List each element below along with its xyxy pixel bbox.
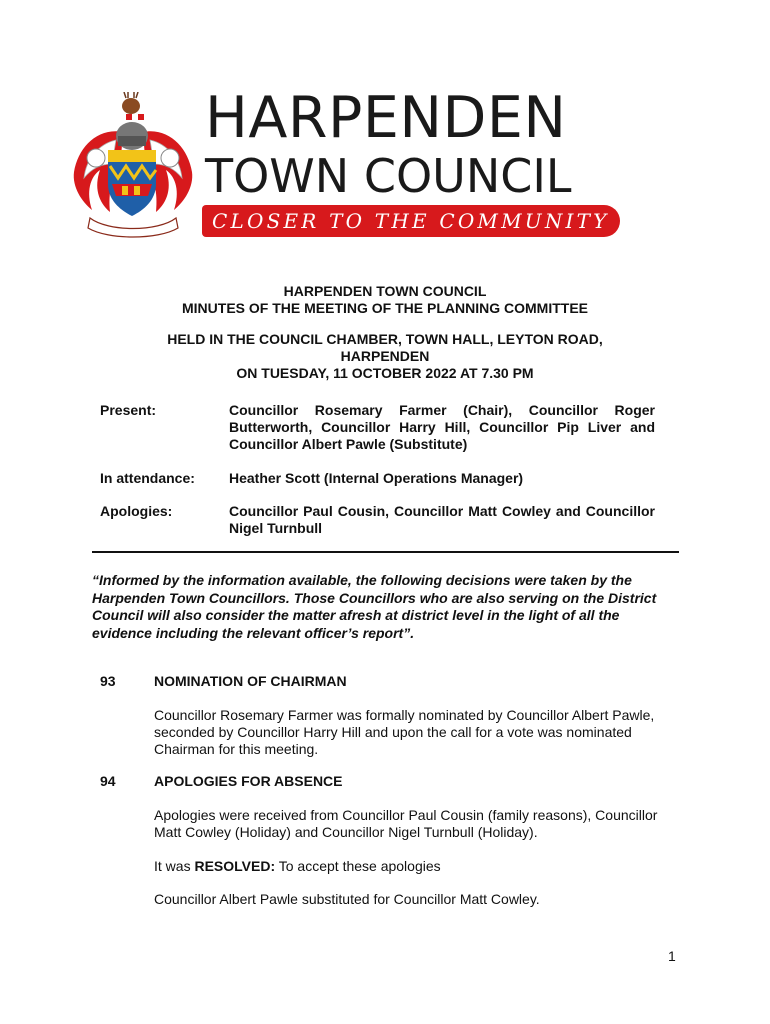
section-94-paragraph-1: Apologies were received from Councillor Paul Cousin (family reasons), Councillor Matt Cowley (Holiday) and Councillor Nigel Turnbull (Holiday). <box>154 807 658 840</box>
heading-line-2: MINUTES OF THE MEETING OF THE PLANNING COMMITTEE <box>182 300 588 316</box>
decision-statement: “Informed by the information available, the following decisions were taken by the Harpenden Town Councillors. Those Councillors who are also serving on the District Council will also consider the matter afresh at district level in the light of all the evidence including the relevant officer’s report”. <box>92 572 657 641</box>
present-label: Present: <box>100 402 157 418</box>
apologies-value: Councillor Paul Cousin, Councillor Matt Cowley and Councillor Nigel Turnbull <box>229 503 655 536</box>
section-title-94: APOLOGIES FOR ABSENCE <box>154 773 343 789</box>
section-94-paragraph-3: Councillor Albert Pawle substituted for Councillor Matt Cowley. <box>154 891 540 907</box>
tagline-banner <box>202 205 620 237</box>
in-attendance-value: Heather Scott (Internal Operations Manager) <box>229 470 524 486</box>
section-93-paragraph: Councillor Rosemary Farmer was formally nominated by Councillor Albert Pawle, seconded by Councillor Harry Hill and upon the call for a vote was nominated Chairman for this meeting. <box>154 707 655 757</box>
section-number-93: 93 <box>100 673 116 689</box>
section-94-resolution <box>154 858 664 875</box>
tagline-text: CLOSER TO THE COMMUNITY <box>212 209 610 233</box>
apologies-label: Apologies: <box>100 503 173 519</box>
page-number: 1 <box>668 948 676 964</box>
heading-line-5: ON TUESDAY, 11 OCTOBER 2022 AT 7.30 PM <box>236 365 534 381</box>
heading-line-1: HARPENDEN TOWN COUNCIL <box>283 283 487 299</box>
in-attendance-label: In attendance: <box>100 470 195 486</box>
resolution-text: To accept these apologies <box>278 858 441 874</box>
heading-line-3: HELD IN THE COUNCIL CHAMBER, TOWN HALL, LEYTON ROAD, <box>167 331 603 347</box>
wordmark-line-2: TOWN COUNCIL <box>205 149 572 203</box>
section-title-93: NOMINATION OF CHAIRMAN <box>154 673 347 689</box>
wordmark-line-1: HARPENDEN <box>205 85 567 151</box>
present-value: Councillor Rosemary Farmer (Chair), Councillor Roger Butterworth, Councillor Harry Hill, Councillor Pip Liver and Councillor Albert Pawle (Substitute) <box>229 402 655 452</box>
council-wordmark <box>205 85 625 203</box>
resolved-label: RESOLVED: <box>194 858 276 874</box>
resolution-prefix: It was <box>154 858 191 874</box>
section-divider <box>92 551 679 553</box>
section-number-94: 94 <box>100 773 116 789</box>
heading-line-4: HARPENDEN <box>340 348 430 364</box>
harpenden-crest-icon <box>68 92 198 242</box>
minutes-heading <box>0 283 770 382</box>
